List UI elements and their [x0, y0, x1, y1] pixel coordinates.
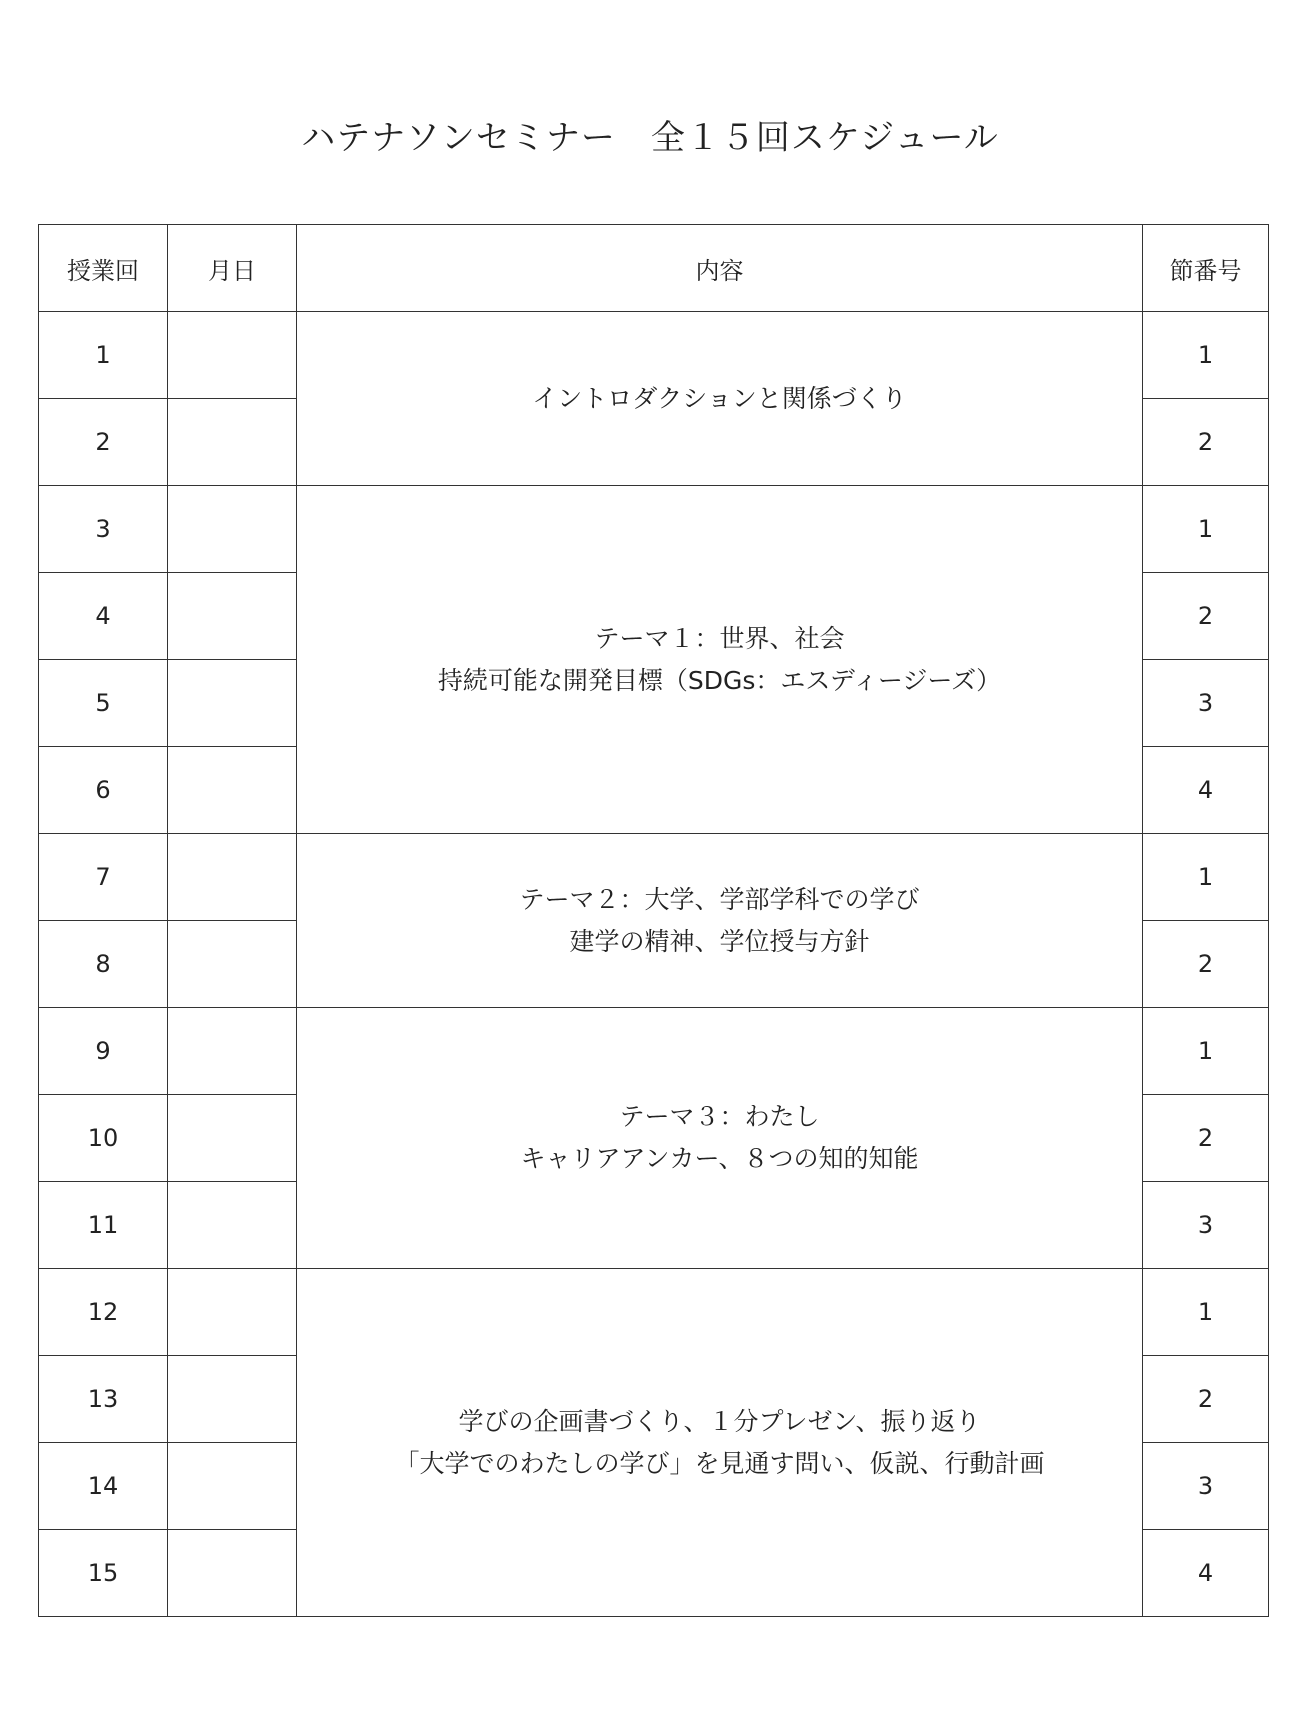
lesson-number-cell: 13	[39, 1356, 168, 1443]
lesson-number-cell: 4	[39, 573, 168, 660]
content-line: テーマ２：大学、学部学科での学び	[519, 884, 920, 914]
header-content: 内容	[297, 225, 1143, 312]
content-line: 「大学でのわたしの学び」を見通す問い、仮説、行動計画	[394, 1448, 1045, 1478]
section-number-cell: 2	[1143, 921, 1269, 1008]
lesson-number-cell: 3	[39, 486, 168, 573]
section-number-cell: 1	[1143, 1008, 1269, 1095]
date-cell	[168, 1182, 297, 1269]
lesson-number-cell: 8	[39, 921, 168, 1008]
section-number-cell: 4	[1143, 747, 1269, 834]
date-cell	[168, 1008, 297, 1095]
table-row	[39, 312, 1269, 399]
section-number-cell: 2	[1143, 1095, 1269, 1182]
date-cell	[168, 1269, 297, 1356]
lesson-number-cell: 6	[39, 747, 168, 834]
section-number-cell: 4	[1143, 1530, 1269, 1617]
section-number-cell: 2	[1143, 399, 1269, 486]
lesson-number-cell: 15	[39, 1530, 168, 1617]
date-cell	[168, 1530, 297, 1617]
header-section: 節番号	[1143, 225, 1269, 312]
section-number-cell: 2	[1143, 573, 1269, 660]
content-cell	[297, 1008, 1143, 1269]
header-row	[39, 225, 1269, 312]
content-line: 学びの企画書づくり、１分プレゼン、振り返り	[458, 1406, 981, 1436]
page-title: ハテナソンセミナー 全１５回スケジュール	[301, 118, 999, 158]
section-number-cell: 1	[1143, 834, 1269, 921]
date-cell	[168, 921, 297, 1008]
content-line: キャリアアンカー、８つの知的知能	[520, 1144, 919, 1173]
section-number-cell: 3	[1143, 1182, 1269, 1269]
section-number-cell: 3	[1143, 1443, 1269, 1530]
lesson-number-cell: 5	[39, 660, 168, 747]
lesson-number-cell: 2	[39, 399, 168, 486]
date-cell	[168, 486, 297, 573]
date-cell	[168, 834, 297, 921]
schedule-body	[39, 312, 1269, 1617]
section-number-cell: 1	[1143, 312, 1269, 399]
date-cell	[168, 1356, 297, 1443]
date-cell	[168, 747, 297, 834]
content-cell	[297, 312, 1143, 486]
date-cell	[168, 660, 297, 747]
table-row	[39, 486, 1269, 573]
date-cell	[168, 573, 297, 660]
lesson-number-cell: 12	[39, 1269, 168, 1356]
header-lesson: 授業回	[39, 225, 168, 312]
date-cell	[168, 312, 297, 399]
table-row	[39, 834, 1269, 921]
date-cell	[168, 399, 297, 486]
content-line: テーマ３：わたし	[619, 1102, 820, 1131]
header-date: 月日	[168, 225, 297, 312]
content-line: テーマ１：世界、社会	[594, 623, 845, 653]
table-row	[39, 1008, 1269, 1095]
lesson-number-cell: 10	[39, 1095, 168, 1182]
section-number-cell: 2	[1143, 1356, 1269, 1443]
section-number-cell: 1	[1143, 486, 1269, 573]
lesson-number-cell: 9	[39, 1008, 168, 1095]
content-cell	[297, 834, 1143, 1008]
table-row	[39, 1269, 1269, 1356]
section-number-cell: 3	[1143, 660, 1269, 747]
lesson-number-cell: 7	[39, 834, 168, 921]
lesson-number-cell: 1	[39, 312, 168, 399]
date-cell	[168, 1095, 297, 1182]
content-cell	[297, 486, 1143, 834]
content-line: 持続可能な開発目標（SDGs：エスディージーズ）	[437, 665, 1002, 695]
content-line: 建学の精神、学位授与方針	[569, 926, 870, 956]
lesson-number-cell: 11	[39, 1182, 168, 1269]
schedule-table	[38, 224, 1269, 1617]
date-cell	[168, 1443, 297, 1530]
lesson-number-cell: 14	[39, 1443, 168, 1530]
section-number-cell: 1	[1143, 1269, 1269, 1356]
content-cell	[297, 1269, 1143, 1617]
content-line: イントロダクションと関係づくり	[532, 383, 907, 413]
